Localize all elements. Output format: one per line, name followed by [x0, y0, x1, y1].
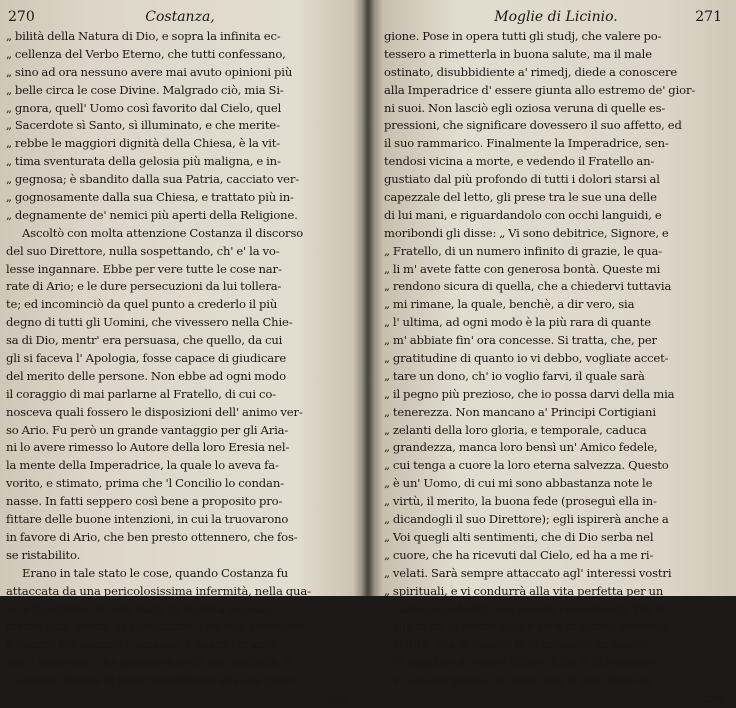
text-line: „ è un' Uomo, di cui mi sono abbastanza note le	[384, 476, 653, 491]
text-line: „ belle circa le cose Divine. Malgrado ciò, mia Si-	[6, 82, 284, 97]
text-line: nosceva quali fossero le disposizioni dell' animo ver-	[6, 404, 303, 419]
text-line: „ degnamente de' nemici più aperti della Religione.	[6, 207, 298, 222]
text-line: „ bilità della Natura di Dio, e sopra la infinita ec-	[6, 29, 281, 43]
text-line: „ m' abbiate fin' ora concesse. Si tratta, che, per	[384, 333, 657, 348]
text-line: di lui mani, e riguardandolo con occhi languidi, e	[384, 207, 662, 222]
text-line: „ zelanti della loro gloria, e temporale, caduca	[384, 422, 647, 437]
left-page-header	[6, 8, 354, 28]
text-line: te; ed incominciò da quel punto a crederlo il più	[6, 297, 278, 312]
text-line: „ cui tenga a cuore la loro eterna salvezza. Questo	[384, 458, 669, 473]
text-line: „ vi dire, che in questo io vi presento un tesoro.	[384, 637, 652, 652]
text-line: la mente della Imperadrice, la quale lo aveva fa-	[6, 458, 279, 473]
text-line: „ rebbe le maggiori dignità della Chiesa, è la vit-	[6, 136, 281, 151]
text-line: l' ardente brama di poter contribuire alla sua guari-	[6, 673, 299, 688]
left-page-number: 270	[8, 9, 35, 25]
text-line: gione. Pose in opera tutti gli studj, che valere po-	[384, 29, 662, 43]
text-line: „ mi rimane, la quale, benchè, a dir vero, sia	[384, 297, 635, 312]
catchword: „ una	[693, 690, 724, 705]
text-line: mente ogni giorno da Costantino, che fece conoscer-	[6, 619, 305, 634]
text-line: „ spirituali, e vi condurrà alla vita perfetta per un	[384, 583, 664, 598]
text-line: „ gratitudine di quanto io vi debbo, vogliate accet-	[384, 351, 669, 366]
text-line: il coraggio di mai parlarne al Fratello, di cui co-	[6, 386, 276, 401]
paragraph-start: Ascoltò con molta attenzione Costanza il discorso	[22, 225, 304, 240]
text-line: alla Imperadrice d' essere giunta allo estremo de' gior-	[384, 82, 696, 97]
text-line: „ gegnosa; è sbandito dalla sua Patria, cacciato ver-	[6, 172, 300, 187]
text-line: „ sue mani la vostra salute sarà in sicuro, potendo-	[384, 619, 672, 634]
text-line: moribondi gli disse: „ Vi sono debitrice, Signore, e	[384, 225, 669, 240]
text-line: il suo rammarico. Finalmente la Imperadrice, sen-	[384, 136, 669, 151]
text-line: le, e finattanto ch' ella durò, fu visitata regolar-	[6, 601, 274, 616]
text-line: tendosi vicina a morte, e vedendo il Fratello an-	[384, 154, 655, 169]
text-line: se ristabilito.	[6, 547, 81, 562]
text-line: „ virtù, il merito, la buona fede (proseguì ella in-	[384, 494, 657, 509]
text-line: ni suoi. Non lasciò egli oziosa veruna di quelle es-	[384, 100, 666, 115]
text-line: capezzale del letto, gli prese tra le sue una delle	[384, 190, 657, 205]
text-line: „ dicandogli il suo Direttore); egli ispirerà anche a	[384, 512, 669, 527]
text-line: era l' interesse, che prendeva nella sua malattia, e	[6, 655, 292, 670]
text-line: „ cammino ad altri non ancora comunicato. Tra le	[384, 601, 666, 616]
text-line: „ gnora, quell' Uomo così favorito dal Cielo, quel	[6, 100, 282, 115]
paragraph-start: Erano in tale stato le cose, quando Costanza fu	[22, 565, 289, 580]
text-line: „ rendono sicura di quella, che a chiedervi tuttavia	[384, 279, 672, 294]
text-line: fittare delle buone intenzioni, in cui la truovarono	[6, 512, 289, 527]
text-line: „ grandezza, manca loro bensì un' Amico fedele,	[384, 440, 658, 455]
text-line: „ velati. Sarà sempre attaccato agl' interessi vostri	[384, 565, 672, 580]
text-line: „ il pegno più prezioso, che io possa darvi della mia	[384, 386, 675, 401]
text-line: „ li m' avete fatte con generosa bontà. Queste mi	[384, 261, 661, 276]
text-line: nasse. In fatti seppero così bene a proposito pro-	[6, 494, 283, 509]
right-page-header	[384, 8, 728, 28]
text-line: e quanto più sempre l' amasse, e quanto grande	[6, 637, 279, 652]
text-line: so Ario. Fu però un grande vantaggio per gli Aria-	[6, 422, 289, 437]
text-line: ni lo avere rimesso lo Autore della loro Eresia nel-	[6, 440, 290, 455]
text-line: lesse ingannare. Ebbe per vere tutte le cose nar-	[6, 261, 282, 276]
left-page	[0, 0, 366, 705]
catchword: gio-	[328, 690, 350, 705]
text-line: „ gognosamente dalla sua Chiesa, e trattato più in-	[6, 190, 294, 205]
text-line: pressioni, che significare dovessero il suo affetto, ed	[384, 118, 682, 133]
right-running-title: Moglie di Licinio.	[494, 9, 618, 25]
text-line: tessero a rimetterla in buona salute, ma il male	[384, 46, 652, 61]
text-line: „ tenerezza. Non mancano a' Principi Cortigiani	[384, 404, 656, 419]
text-line: degno di tutti gli Uomini, che vivessero nella Chie-	[6, 315, 293, 330]
text-line: „ cellenza del Verbo Eterno, che tutti confessano,	[6, 46, 286, 61]
text-line: attaccata da una pericolosissima infermità, nella qua-	[6, 583, 311, 598]
left-page-text	[6, 28, 354, 708]
text-line: „ tare un dono, ch' io voglio farvi, il quale sarà	[384, 368, 645, 383]
left-running-title: Costanza,	[145, 9, 215, 25]
text-line: del suo Direttore, nulla sospettando, ch' e' la vo-	[6, 243, 280, 258]
text-line: „ Fratello, di un numero infinito di grazie, le qua-	[384, 243, 662, 258]
right-page-text	[384, 28, 728, 708]
text-line: vorito, e stimato, prima che 'l Concilio lo condan-	[6, 476, 284, 491]
text-line: „ Voi quegli alti sentimenti, che di Dio serba nel	[384, 529, 654, 544]
text-line: „ vi, essere questo un dono, che vi vien fatto da	[384, 673, 651, 688]
right-page-number: 271	[695, 9, 722, 25]
text-line: „ Vi supplico a volervi fidare di lui, e di ricordar-	[384, 655, 657, 670]
text-line: „ tima sventurata della gelosia più maligna, e in-	[6, 154, 281, 169]
text-line: rate di Ario; e le dure persecuzioni da lui tollera-	[6, 279, 282, 294]
right-page	[370, 0, 736, 705]
text-line: sa di Dio, mentr' era persuasa, che quello, da cui	[6, 333, 283, 348]
text-line: „ sino ad ora nessuno avere mai avuto opinioni più	[6, 64, 293, 79]
text-line: del merito delle persone. Non ebbe ad ogni modo	[6, 368, 286, 383]
text-line: gustiato dal più profondo di tutti i dolori starsi al	[384, 172, 660, 187]
text-line: „ l' ultima, ad ogni modo è la più rara di quante	[384, 315, 651, 330]
text-line: gli si faceva l' Apologia, fosse capace di giudicare	[6, 351, 287, 366]
text-line: „ cuore, che ha ricevuti dal Cielo, ed ha a me ri-	[384, 547, 654, 562]
text-line: „ Sacerdote sì Santo, sì illuminato, e che merite-	[6, 118, 280, 133]
text-line: in favore di Ario, che ben presto ottennero, che fos-	[6, 529, 298, 544]
text-line: ostinato, disubbidiente a' rimedj, diede a conoscere	[384, 64, 678, 79]
